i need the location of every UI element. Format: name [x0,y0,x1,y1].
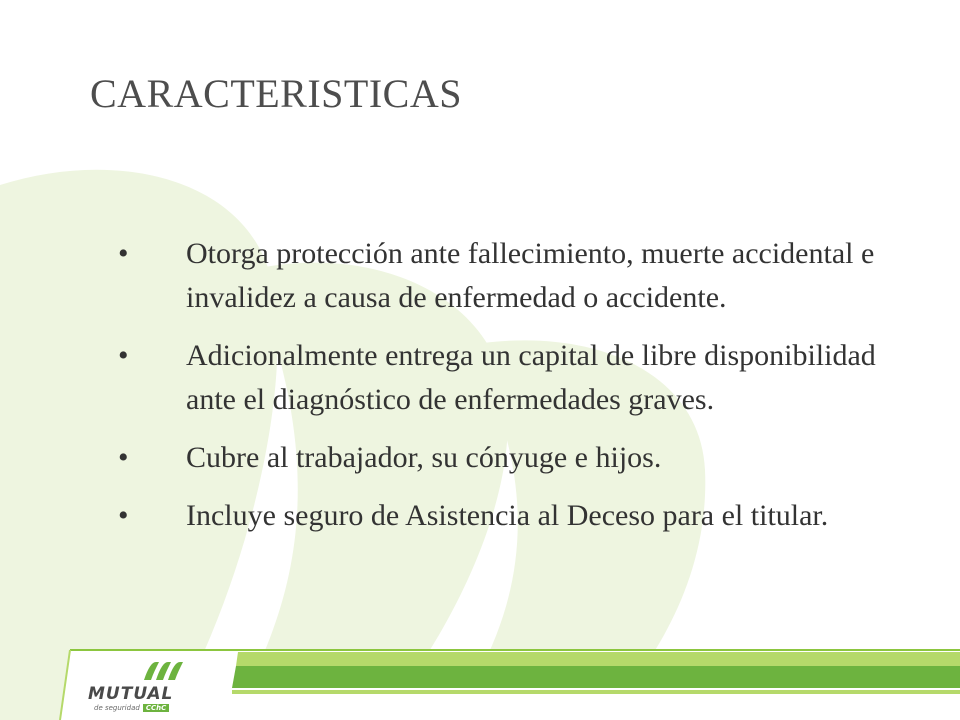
bullet-list [118,232,908,552]
bullet-text: Otorga protección ante fallecimiento, muerte accidental e invalidez a causa de enfermedad o accidente. [186,237,875,314]
bullet-item [118,334,908,422]
mutual-logo [88,658,206,716]
logo-badge: CChC [143,704,169,712]
logo-subtitle [94,704,169,712]
bullet-item [118,232,908,320]
logo-wordmark: MUTUAL [88,684,174,704]
bullet-text: Incluye seguro de Asistencia al Deceso para el titular. [186,499,829,532]
bullet-mark: • [118,339,129,372]
bullet-item [118,494,908,538]
slide-title: CARACTERISTICAS [90,71,462,116]
bullet-text: Cubre al trabajador, su cónyuge e hijos. [186,441,662,474]
mutual-logo-icon [142,658,186,682]
logo-sub-text: de seguridad [94,704,140,712]
bullet-mark: • [118,499,129,532]
bullet-mark: • [118,441,129,474]
bullet-mark: • [118,237,129,270]
footer-band [0,648,960,720]
bullet-text: Adicionalmente entrega un capital de libre disponibilidad ante el diagnóstico de enfermedades graves. [186,339,876,416]
bullet-item [118,436,908,480]
